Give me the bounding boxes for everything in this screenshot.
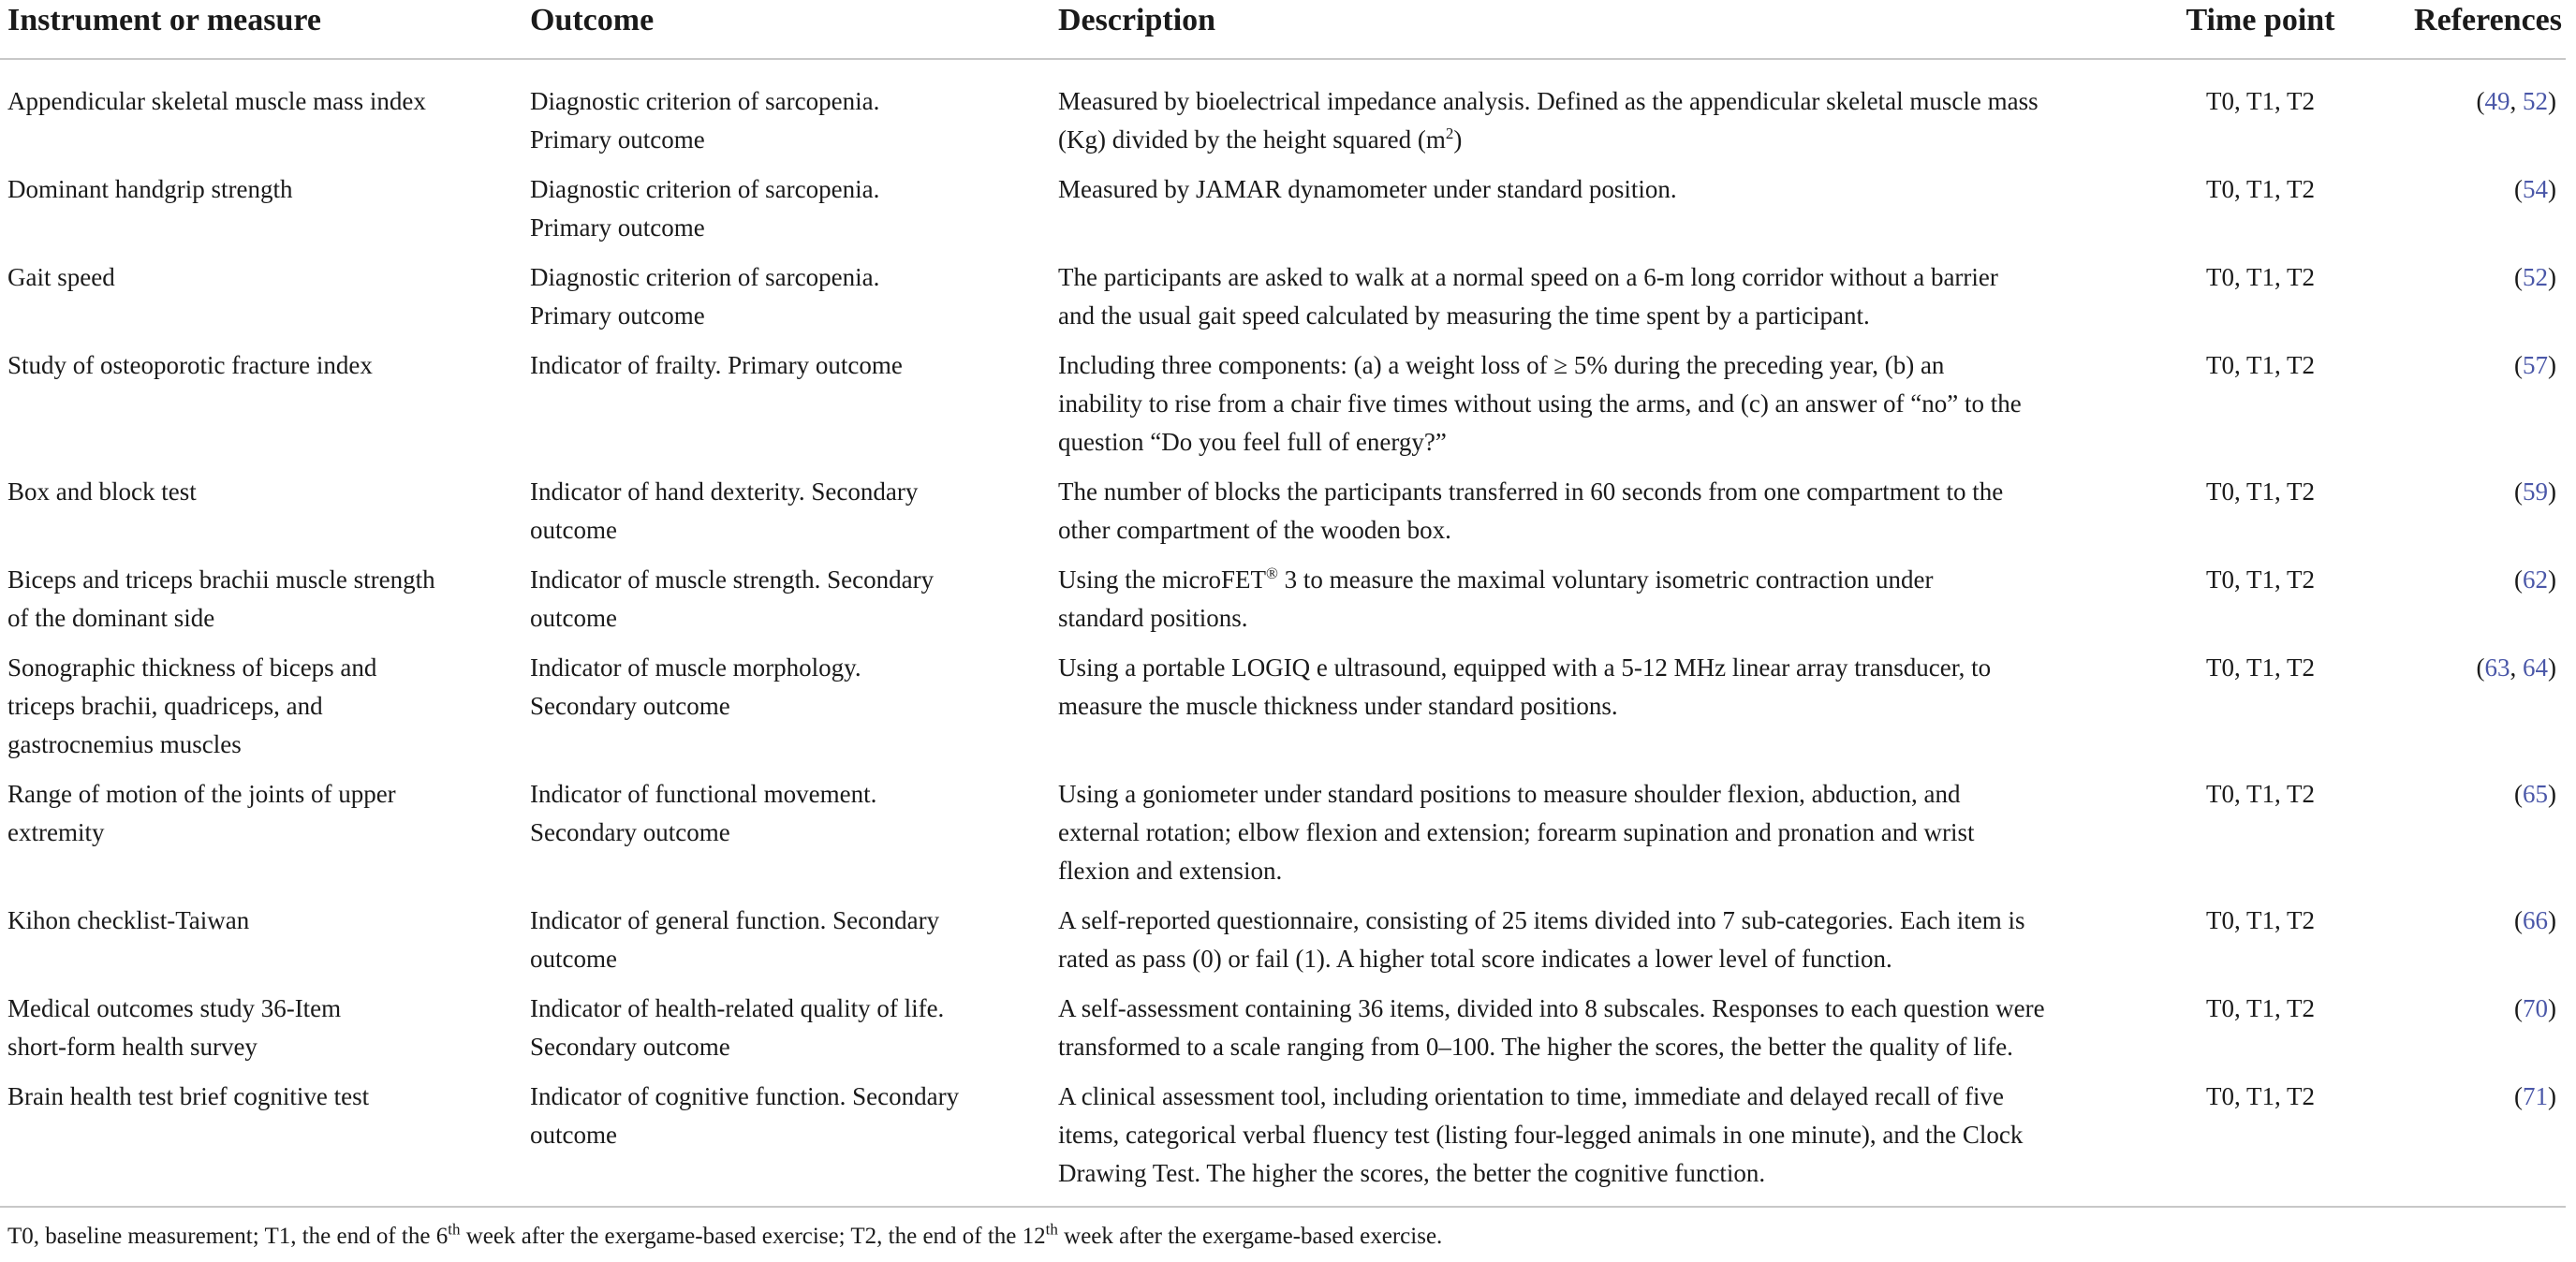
instrument-line: Biceps and triceps brachii muscle strength <box>7 565 435 594</box>
cell-outcome <box>530 258 1058 346</box>
instrument-text <box>7 473 511 522</box>
cell-instrument <box>0 775 530 902</box>
instrument-line: gastrocnemius muscles <box>7 730 242 758</box>
description-text <box>1058 258 2137 346</box>
outcome-text <box>530 170 1039 258</box>
description-line: The number of blocks the participants transferred in 60 seconds from one compartment to the <box>1058 477 2004 506</box>
time-point-value: T0, T1, T2 <box>2205 477 2315 506</box>
time-point-text <box>2156 649 2365 698</box>
cell-references <box>2365 258 2566 346</box>
description-line: Using the microFET <box>1058 565 1266 594</box>
time-point-text <box>2156 561 2365 610</box>
outcome-line: outcome <box>530 516 617 544</box>
outcome-line: Indicator of functional movement. <box>530 780 877 808</box>
superscript-2: 2 <box>1445 125 1454 142</box>
description-line: A clinical assessment tool, including orientation to time, immediate and delayed recall of five <box>1058 1082 2004 1110</box>
outcome-line: outcome <box>530 604 617 632</box>
header-row <box>0 0 2566 59</box>
time-point-value: T0, T1, T2 <box>2205 994 2315 1022</box>
table-row <box>0 346 2566 473</box>
reference-link[interactable]: 65 <box>2523 780 2548 808</box>
cell-instrument <box>0 59 530 170</box>
ref-paren-close: ) <box>2548 906 2556 934</box>
time-point-value: T0, T1, T2 <box>2205 780 2315 808</box>
references-text <box>2365 473 2556 522</box>
instrument-line: Dominant handgrip strength <box>7 175 293 203</box>
footnote-sup-2: th <box>1045 1220 1058 1239</box>
reference-link[interactable]: 66 <box>2523 906 2548 934</box>
instrument-line: Medical outcomes study 36-Item <box>7 994 342 1022</box>
outcome-line: Secondary outcome <box>530 818 730 846</box>
outcome-line: Secondary outcome <box>530 692 730 720</box>
header-time-point: Time point <box>2156 0 2365 59</box>
instrument-text <box>7 561 511 649</box>
outcome-line: Indicator of cognitive function. Secondary <box>530 1082 960 1110</box>
ref-paren-open: ( <box>2476 653 2485 682</box>
ref-paren-close: ) <box>2548 351 2556 379</box>
cell-description <box>1058 1078 2156 1207</box>
description-line: question “Do you feel full of energy?” <box>1058 428 1447 456</box>
cell-description <box>1058 473 2156 561</box>
references-text <box>2365 775 2556 825</box>
cell-instrument <box>0 902 530 990</box>
footnote-text-1: T0, baseline measurement; T1, the end of the 6 <box>7 1224 449 1249</box>
cell-instrument <box>0 473 530 561</box>
outcome-line: Diagnostic criterion of sarcopenia. <box>530 87 880 115</box>
cell-references <box>2365 346 2566 473</box>
description-line: measure the muscle thickness under standard positions. <box>1058 692 1618 720</box>
time-point-value: T0, T1, T2 <box>2205 263 2315 291</box>
ref-paren-close: ) <box>2548 175 2556 203</box>
outcome-line: Primary outcome <box>530 213 705 242</box>
time-point-value: T0, T1, T2 <box>2205 175 2315 203</box>
time-point-text <box>2156 1078 2365 1129</box>
cell-references <box>2365 170 2566 258</box>
references-text <box>2365 258 2556 308</box>
references-text <box>2365 170 2556 220</box>
instrument-text <box>7 170 511 220</box>
description-line: A self-assessment containing 36 items, divided into 8 subscales. Responses to each question were <box>1058 994 2045 1022</box>
reference-link[interactable]: 49 <box>2484 87 2510 115</box>
outcome-text <box>530 990 1039 1078</box>
outcome-line: Diagnostic criterion of sarcopenia. <box>530 175 880 203</box>
time-point-text <box>2156 902 2365 951</box>
time-point-text <box>2156 990 2365 1039</box>
table-row <box>0 473 2566 561</box>
description-text <box>1058 170 2137 220</box>
reference-link[interactable]: 57 <box>2523 351 2548 379</box>
time-point-text <box>2156 346 2365 396</box>
references-text <box>2365 1078 2556 1129</box>
table-row <box>0 775 2566 902</box>
instrument-line: of the dominant side <box>7 604 215 632</box>
description-line: Measured by JAMAR dynamometer under standard position. <box>1058 175 1677 203</box>
instrument-line: Gait speed <box>7 263 115 291</box>
outcome-line: Primary outcome <box>530 301 705 330</box>
outcome-line: Secondary outcome <box>530 1033 730 1061</box>
cell-references <box>2365 990 2566 1078</box>
time-point-value: T0, T1, T2 <box>2205 906 2315 934</box>
description-line: A self-reported questionnaire, consisting of 25 items divided into 7 sub-categories. Each item is <box>1058 906 2025 934</box>
ref-paren-open: ( <box>2514 351 2523 379</box>
cell-description <box>1058 990 2156 1078</box>
ref-paren-close: ) <box>2548 87 2556 115</box>
outcome-line: Indicator of muscle morphology. <box>530 653 861 682</box>
table-header <box>0 0 2566 59</box>
instrument-text <box>7 775 511 863</box>
ref-paren-open: ( <box>2514 994 2523 1022</box>
ref-paren-close: ) <box>2548 565 2556 594</box>
references-text <box>2365 561 2556 610</box>
cell-outcome <box>530 59 1058 170</box>
instrument-line: triceps brachii, quadriceps, and <box>7 692 323 720</box>
outcome-line: Primary outcome <box>530 125 705 154</box>
time-point-text <box>2156 170 2365 220</box>
outcome-line: outcome <box>530 1121 617 1149</box>
header-outcome: Outcome <box>530 0 1058 59</box>
instrument-line: Study of osteoporotic fracture index <box>7 351 373 379</box>
table-row <box>0 59 2566 170</box>
description-line: Using a portable LOGIQ e ultrasound, equipped with a 5-12 MHz linear array transducer, to <box>1058 653 1992 682</box>
outcome-text <box>530 473 1039 561</box>
outcome-text <box>530 902 1039 990</box>
cell-time-point <box>2156 990 2365 1078</box>
ref-separator: , <box>2510 653 2523 682</box>
ref-paren-close: ) <box>2548 780 2556 808</box>
table-row <box>0 1078 2566 1207</box>
cell-description <box>1058 170 2156 258</box>
table-row <box>0 258 2566 346</box>
cell-instrument <box>0 1078 530 1207</box>
time-point-text <box>2156 258 2365 308</box>
instrument-line: Box and block test <box>7 477 197 506</box>
description-text <box>1058 902 2137 990</box>
cell-outcome <box>530 561 1058 649</box>
ref-paren-open: ( <box>2476 87 2485 115</box>
instrument-text <box>7 258 511 308</box>
cell-outcome <box>530 346 1058 473</box>
cell-outcome <box>530 902 1058 990</box>
reference-link[interactable]: 54 <box>2523 175 2548 203</box>
instrument-line: Range of motion of the joints of upper <box>7 780 396 808</box>
cell-outcome <box>530 649 1058 775</box>
cell-time-point <box>2156 775 2365 902</box>
table-row <box>0 902 2566 990</box>
description-line: standard positions. <box>1058 604 1248 632</box>
cell-time-point <box>2156 346 2365 473</box>
cell-time-point <box>2156 902 2365 990</box>
cell-references <box>2365 561 2566 649</box>
cell-outcome <box>530 990 1058 1078</box>
ref-paren-close: ) <box>2548 263 2556 291</box>
table-row <box>0 990 2566 1078</box>
cell-instrument <box>0 561 530 649</box>
cell-instrument <box>0 258 530 346</box>
time-point-value: T0, T1, T2 <box>2205 653 2315 682</box>
cell-outcome <box>530 170 1058 258</box>
cell-description <box>1058 258 2156 346</box>
footnote-sup-1: th <box>448 1220 461 1239</box>
cell-time-point <box>2156 649 2365 775</box>
description-line: inability to rise from a chair five times without using the arms, and (c) an answer of “no” to the <box>1058 389 2022 418</box>
time-point-value: T0, T1, T2 <box>2205 351 2315 379</box>
description-line: ) <box>1453 125 1463 154</box>
reference-link[interactable]: 52 <box>2523 87 2548 115</box>
footnote-text-3: week after the exergame-based exercise. <box>1057 1224 1443 1249</box>
instrument-line: Brain health test brief cognitive test <box>7 1082 370 1110</box>
cell-description <box>1058 902 2156 990</box>
description-line: Drawing Test. The higher the scores, the better the cognitive function. <box>1058 1159 1766 1187</box>
ref-paren-close: ) <box>2548 1082 2556 1110</box>
instrument-line: extremity <box>7 818 105 846</box>
reference-link[interactable]: 63 <box>2484 653 2510 682</box>
header-references: References <box>2365 0 2566 59</box>
registered-mark: ® <box>1265 565 1278 582</box>
description-text <box>1058 990 2137 1078</box>
references-text <box>2365 902 2556 951</box>
description-line: other compartment of the wooden box. <box>1058 516 1451 544</box>
cell-references <box>2365 902 2566 990</box>
ref-paren-open: ( <box>2514 780 2523 808</box>
reference-link[interactable]: 71 <box>2523 1082 2548 1110</box>
header-description: Description <box>1058 0 2156 59</box>
references-text <box>2365 649 2556 698</box>
cell-instrument <box>0 649 530 775</box>
instrument-line: Kihon checklist-Taiwan <box>7 906 250 934</box>
time-point-text <box>2156 82 2365 132</box>
ref-paren-open: ( <box>2514 906 2523 934</box>
outcome-text <box>530 82 1039 170</box>
description-text <box>1058 473 2137 561</box>
instrument-text <box>7 990 511 1078</box>
description-line: and the usual gait speed calculated by measuring the time spent by a participant. <box>1058 301 1870 330</box>
time-point-value: T0, T1, T2 <box>2205 1082 2315 1110</box>
cell-references <box>2365 473 2566 561</box>
outcome-text <box>530 258 1039 346</box>
outcome-line: Diagnostic criterion of sarcopenia. <box>530 263 880 291</box>
time-point-value: T0, T1, T2 <box>2205 87 2315 115</box>
outcome-line: Indicator of frailty. Primary outcome <box>530 351 903 379</box>
cell-outcome <box>530 473 1058 561</box>
description-line: flexion and extension. <box>1058 857 1283 885</box>
cell-description <box>1058 59 2156 170</box>
ref-paren-close: ) <box>2548 653 2556 682</box>
cell-references <box>2365 775 2566 902</box>
outcome-text <box>530 775 1039 863</box>
table-row <box>0 561 2566 649</box>
outcome-text <box>530 561 1039 649</box>
description-text <box>1058 1078 2137 1206</box>
ref-paren-open: ( <box>2514 263 2523 291</box>
references-text <box>2365 990 2556 1039</box>
instrument-text <box>7 1078 511 1129</box>
cell-instrument <box>0 346 530 473</box>
ref-separator: , <box>2510 87 2523 115</box>
instrument-text <box>7 346 511 396</box>
reference-link[interactable]: 62 <box>2523 565 2548 594</box>
table-body <box>0 59 2566 1207</box>
cell-instrument <box>0 990 530 1078</box>
cell-instrument <box>0 170 530 258</box>
description-line: items, categorical verbal fluency test (listing four-legged animals in one minute), and the Clock <box>1058 1121 2024 1149</box>
cell-description <box>1058 649 2156 775</box>
description-text <box>1058 346 2137 473</box>
outcome-text <box>530 649 1039 737</box>
time-point-text <box>2156 473 2365 522</box>
cell-time-point <box>2156 561 2365 649</box>
reference-link[interactable]: 64 <box>2523 653 2548 682</box>
cell-references <box>2365 649 2566 775</box>
ref-paren-open: ( <box>2514 175 2523 203</box>
instrument-line: short-form health survey <box>7 1033 258 1061</box>
cell-references <box>2365 1078 2566 1207</box>
description-line: rated as pass (0) or fail (1). A higher total score indicates a lower level of function. <box>1058 945 1892 973</box>
header-instrument: Instrument or measure <box>0 0 530 59</box>
description-text <box>1058 82 2137 170</box>
outcome-line: Indicator of health-related quality of life. <box>530 994 945 1022</box>
description-line: Including three components: (a) a weight loss of ≥ 5% during the preceding year, (b) an <box>1058 351 1945 379</box>
cell-outcome <box>530 1078 1058 1207</box>
description-line: transformed to a scale ranging from 0–100. The higher the scores, the better the quality of life. <box>1058 1033 2013 1061</box>
description-text <box>1058 561 2137 649</box>
references-text <box>2365 346 2556 396</box>
cell-description <box>1058 775 2156 902</box>
references-text <box>2365 82 2556 132</box>
instrument-line: Sonographic thickness of biceps and <box>7 653 377 682</box>
ref-paren-close: ) <box>2548 477 2556 506</box>
time-point-value: T0, T1, T2 <box>2205 565 2315 594</box>
time-point-text <box>2156 775 2365 825</box>
description-line: (Kg) divided by the height squared (m <box>1058 125 1446 154</box>
cell-time-point <box>2156 258 2365 346</box>
instrument-text <box>7 82 511 132</box>
ref-paren-open: ( <box>2514 1082 2523 1110</box>
outcome-text <box>530 346 1039 396</box>
outcome-line: Indicator of muscle strength. Secondary <box>530 565 935 594</box>
description-text <box>1058 775 2137 902</box>
cell-time-point <box>2156 170 2365 258</box>
ref-paren-open: ( <box>2514 477 2523 506</box>
instrument-text <box>7 649 511 775</box>
footnote-text-2: week after the exergame-based exercise; T2, the end of the 12 <box>460 1224 1046 1249</box>
description-line: 3 to measure the maximal voluntary isometric contraction under <box>1277 565 1934 594</box>
cell-time-point <box>2156 1078 2365 1207</box>
outcome-text <box>530 1078 1039 1167</box>
description-line: The participants are asked to walk at a normal speed on a 6-m long corridor without a barrier <box>1058 263 1998 291</box>
description-line: Measured by bioelectrical impedance analysis. Defined as the appendicular skeletal muscle mass <box>1058 87 2039 115</box>
description-text <box>1058 649 2137 737</box>
table-row <box>0 649 2566 775</box>
outcome-line: Indicator of general function. Secondary <box>530 906 940 934</box>
table-row <box>0 170 2566 258</box>
instrument-line: Appendicular skeletal muscle mass index <box>7 87 426 115</box>
reference-link[interactable]: 59 <box>2523 477 2548 506</box>
cell-time-point <box>2156 473 2365 561</box>
outcome-line: outcome <box>530 945 617 973</box>
outcome-line: Indicator of hand dexterity. Secondary <box>530 477 919 506</box>
reference-link[interactable]: 70 <box>2523 994 2548 1022</box>
cell-description <box>1058 561 2156 649</box>
cell-time-point <box>2156 59 2365 170</box>
description-line: Using a goniometer under standard positions to measure shoulder flexion, abduction, and <box>1058 780 1961 808</box>
cell-description <box>1058 346 2156 473</box>
description-line: external rotation; elbow flexion and extension; forearm supination and pronation and wrist <box>1058 818 1975 846</box>
ref-paren-close: ) <box>2548 994 2556 1022</box>
instrument-text <box>7 902 511 951</box>
cell-outcome <box>530 775 1058 902</box>
reference-link[interactable]: 52 <box>2523 263 2548 291</box>
cell-references <box>2365 59 2566 170</box>
table-footnote <box>7 1221 1442 1253</box>
ref-paren-open: ( <box>2514 565 2523 594</box>
